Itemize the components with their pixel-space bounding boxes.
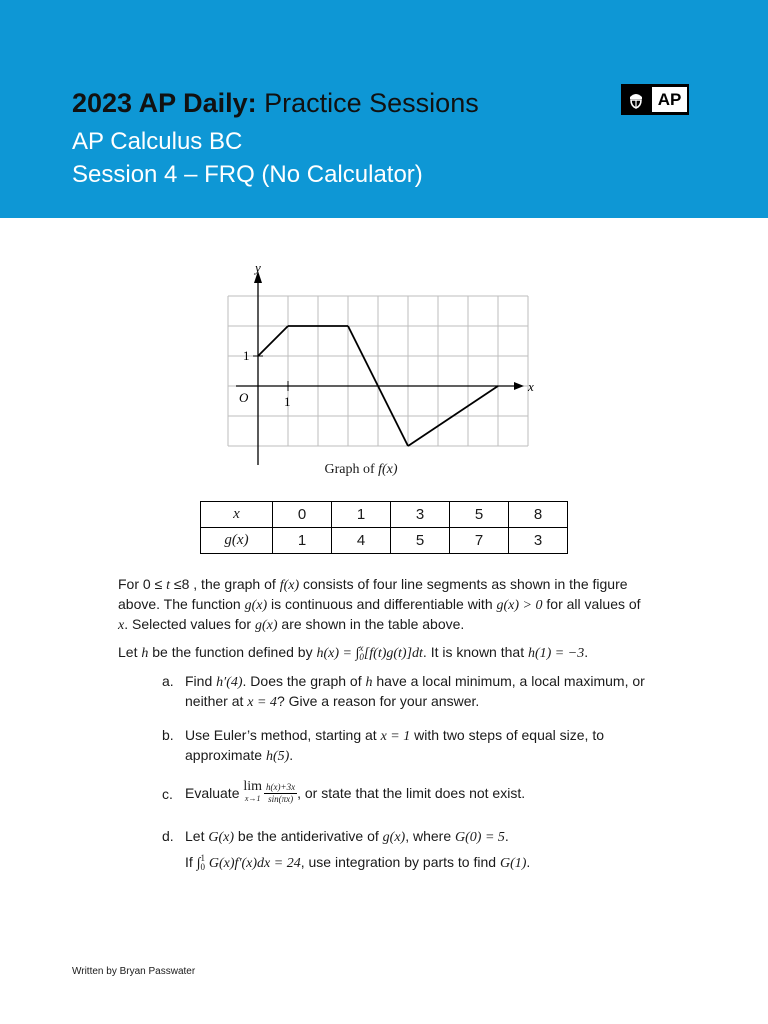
text-run: If (185, 854, 193, 870)
math-run: f(x) (279, 578, 300, 593)
math-run: h(x) = ∫ (316, 646, 360, 661)
definition-paragraph (118, 643, 708, 663)
text-run: . Selected values for (124, 616, 252, 632)
part-letter: c. (162, 786, 173, 802)
intro-line-2 (118, 595, 708, 615)
limit-fraction (264, 782, 297, 805)
math-run: g(x) (382, 830, 406, 845)
limit-operator (243, 781, 262, 805)
part-letter: b. (162, 727, 174, 743)
part-d-body (185, 827, 702, 873)
intro-line-1 (118, 575, 708, 595)
math-run: h(1) = −3 (527, 646, 585, 661)
math-run: g(x) (254, 618, 278, 633)
part-b-body (185, 726, 702, 766)
part-d-line-2 (185, 853, 702, 873)
lim-text: lim (243, 779, 263, 794)
math-run: h′(4) (216, 675, 243, 690)
text-run: . It is known that (422, 644, 525, 660)
y-tick-label: 1 (243, 348, 250, 363)
table-row (201, 528, 568, 554)
math-run: x (118, 618, 125, 633)
math-run: G(x) (208, 830, 235, 845)
part-d (162, 827, 702, 873)
text-run: be the antiderivative of (237, 828, 379, 844)
table-cell: 0 (273, 502, 332, 528)
table-cell: 4 (332, 528, 391, 554)
header-banner (0, 0, 768, 218)
text-run: . (504, 828, 509, 844)
table-row (201, 502, 568, 528)
math-run: h (141, 646, 149, 661)
part-a-body (185, 672, 702, 712)
g-values-table (200, 501, 568, 554)
x-axis-label: x (528, 379, 534, 394)
text-run: Use Euler’s method, starting at (185, 727, 377, 743)
part-letter: a. (162, 673, 174, 689)
integral-sign: ∫ (196, 856, 201, 871)
logo-text: AP (652, 87, 687, 112)
text-run: Find (185, 673, 213, 689)
math-run: t (166, 578, 171, 593)
text-run: approximate (185, 747, 263, 763)
table-cell: 1 (273, 528, 332, 554)
part-b-line-2 (185, 746, 702, 766)
upper-limit: x (359, 643, 364, 654)
origin-label: O (239, 390, 249, 405)
math-run: G(0) = 5 (455, 830, 505, 845)
y-axis-label: y (255, 260, 261, 275)
caption-prefix: Graph of (324, 462, 379, 477)
intro-line-3 (118, 615, 708, 635)
fraction-denominator: sin(πx) (268, 793, 294, 804)
part-c-body (185, 781, 702, 805)
table-cell: 3 (391, 502, 450, 528)
row-label-x: x (201, 502, 273, 528)
text-run: . Does the graph of (242, 673, 362, 689)
text-run: . (584, 644, 589, 660)
text-run: For 0 ≤ (118, 576, 163, 592)
caption-fn: f (378, 462, 382, 477)
part-a-line-2 (185, 692, 702, 712)
part-c (162, 781, 702, 805)
text-run: . (526, 854, 531, 870)
table-cell: 5 (450, 502, 509, 528)
text-run: , use integration by parts to find (300, 854, 497, 870)
author-footer: Written by Bryan Passwater (72, 966, 196, 977)
graph-caption (226, 462, 496, 478)
math-run: [f(t)g(t)]dt (363, 646, 423, 661)
part-letter: d. (162, 828, 174, 844)
session-title: Session 4 – FRQ (No Calculator) (72, 161, 423, 188)
table-cell: 8 (509, 502, 568, 528)
text-run: with two steps of equal size, to (414, 727, 605, 743)
caption-arg: (x) (382, 462, 398, 477)
title-rest: Practice Sessions (256, 88, 479, 118)
graph-of-f (226, 255, 534, 465)
text-run: above. The function (118, 596, 241, 612)
math-run: G(1) (499, 856, 527, 871)
table-cell: 3 (509, 528, 568, 554)
x-tick-label: 1 (284, 394, 291, 409)
math-run: x = 1 (380, 729, 411, 744)
math-run: x = 4 (247, 695, 277, 710)
title-bold: 2023 AP Daily: (72, 88, 257, 118)
text-run: , or state that the limit does not exist. (297, 785, 526, 801)
part-b (162, 726, 702, 766)
text-run: ? Give a reason for your answer. (276, 693, 480, 709)
part-d-line-1 (185, 827, 702, 847)
row-label-gx: g(x) (201, 528, 273, 554)
math-run: g(x) > 0 (496, 598, 543, 613)
part-a (162, 672, 702, 712)
table-cell: 1 (332, 502, 391, 528)
table-cell: 5 (391, 528, 450, 554)
ap-logo (621, 84, 689, 115)
x-axis-arrow (514, 382, 524, 390)
course-title: AP Calculus BC (72, 128, 243, 155)
upper-limit: 1 (200, 853, 206, 864)
math-run: h (365, 675, 373, 690)
text-run: , where (405, 828, 452, 844)
lower-limit: 0 (359, 652, 364, 663)
part-a-line-1 (185, 672, 702, 692)
graph-grid (228, 296, 528, 446)
part-b-line-1 (185, 726, 702, 746)
table-cell: 7 (450, 528, 509, 554)
math-run: G(x)f′(x)dx = 24 (208, 856, 301, 871)
text-run: Let (185, 828, 205, 844)
text-run: be the function defined by (152, 644, 313, 660)
math-run: g(x) (244, 598, 268, 613)
text-run: neither at (185, 693, 244, 709)
text-run: have a local minimum, a local maximum, or (376, 673, 645, 689)
page-title (72, 88, 479, 119)
text-run: consists of four line segments as shown in the figure (303, 576, 628, 592)
text-run: Evaluate (185, 785, 240, 801)
text-run: Let (118, 644, 138, 660)
text-run: are shown in the table above. (281, 616, 465, 632)
text-run: for all values of (546, 596, 641, 612)
fraction-numerator: h(x)+3x (266, 781, 296, 792)
lim-subscript: x→1 (244, 794, 261, 803)
acorn-icon (621, 84, 651, 115)
function-segment (258, 326, 288, 356)
text-run: ≤8 , the graph of (173, 576, 276, 592)
integral-limits (201, 854, 206, 872)
intro-paragraph (118, 575, 708, 635)
math-run: h(5) (265, 749, 290, 764)
lower-limit: 0 (200, 862, 206, 873)
text-run: . (289, 747, 294, 763)
text-run: is continuous and differentiable with (271, 596, 493, 612)
